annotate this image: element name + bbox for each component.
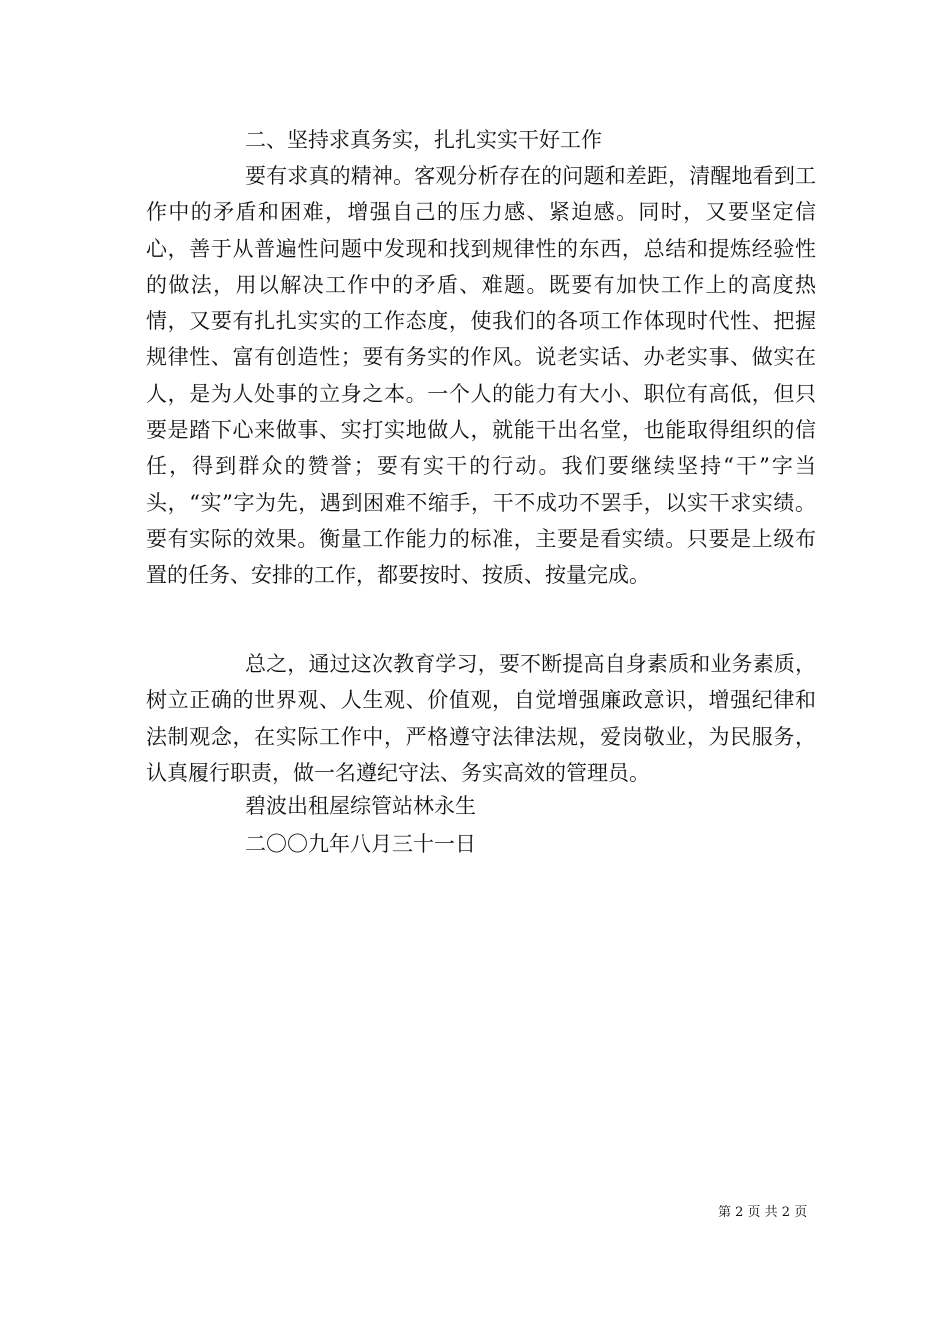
body-paragraph: 要有求真的精神。客观分析存在的问题和差距，清醒地看到工作中的矛盾和困难，增强自己的压力感、紧迫感。同时，又要坚定信心，善于从普遍性问题中发现和找到规律性的东西，总结和提炼经验性的做法，用以解决工作中的矛盾、难题。既要有加快工作上的高度热情，又要有扎扎实实的工作态度，使我们的各项工作体现时代性、把握规律性、富有创造性；要有务实的作风。说老实话、办老实事、做实在人，是为人处事的立身之本。一个人的能力有大小、职位有高低，但只要是踏下心来做事、实打实地做人，就能干出名堂，也能取得组织的信任，得到群众的赞誉；要有实干的行动。我们要继续坚持“干”字当头，“实”字为先，遇到困难不缩手，干不成功不罢手，以实干求实绩。要有实际的效果。衡量工作能力的标准，主要是看实绩。只要是上级布置的任务、安排的工作，都要按时、按质、按量完成。 bbox=[146, 164, 816, 588]
page-number: 第 2 页 共 2 页 bbox=[718, 1205, 808, 1220]
body-paragraph: 总之，通过这次教育学习，要不断提高自身素质和业务素质，树立正确的世界观、人生观、价值观，自觉增强廉政意识，增强纪律和法制观念，在实际工作中，严格遵守法律法规，爱岗敬业，为民服务，认真履行职责，做一名遵纪守法、务实高效的管理员。 bbox=[146, 652, 816, 785]
signature: 碧波出租屋综管站林永生 bbox=[245, 794, 476, 818]
section-heading: 二、坚持求真务实，扎扎实实干好工作 bbox=[245, 128, 602, 152]
date-line: 二〇〇九年八月三十一日 bbox=[245, 832, 476, 856]
